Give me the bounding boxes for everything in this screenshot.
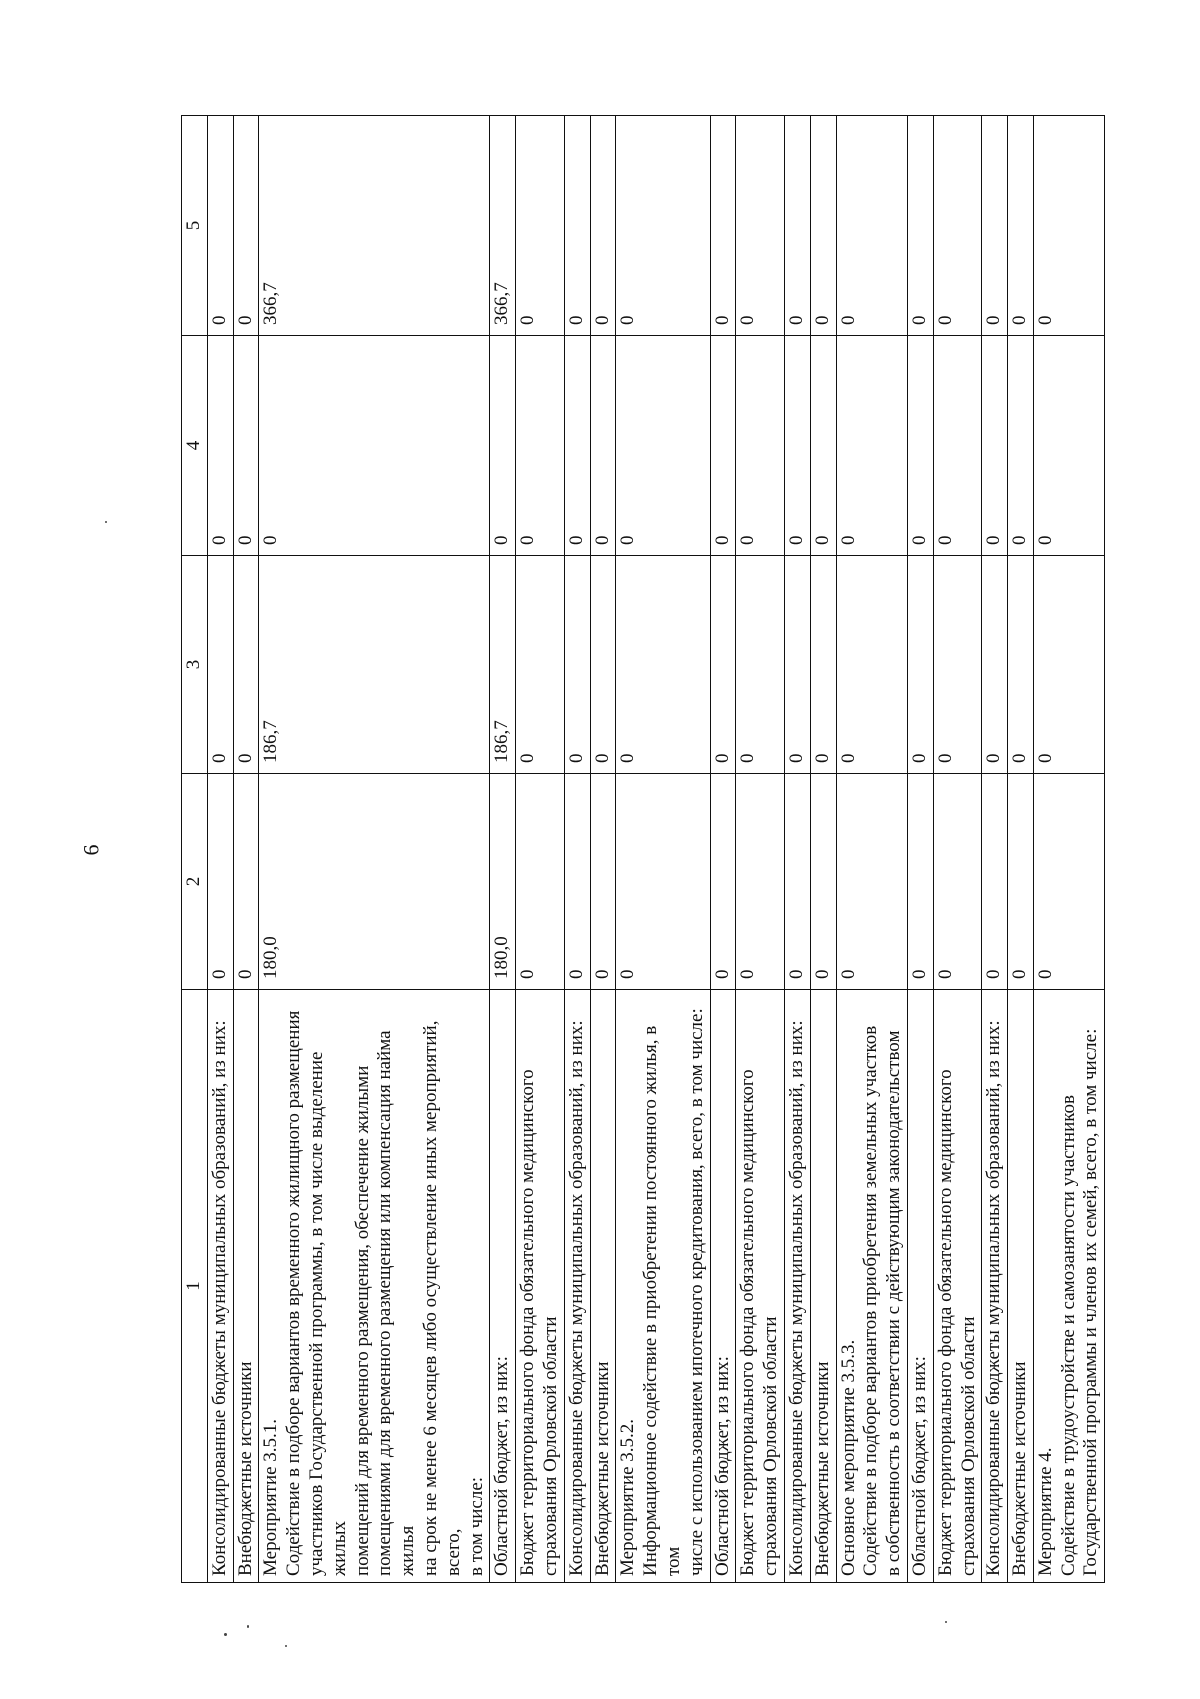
value-cell: 180,0 [490,774,516,990]
row-label-line: Внебюджетные источники [1009,1361,1031,1576]
value-cell: 0 [1008,116,1034,336]
row-label-line: Внебюджетные источники [811,1361,833,1576]
row-label-line: участников Государственной программы, в том числе выделение жилых [305,1051,350,1576]
value-cell: 0 [836,336,907,556]
value-cell: 366,7 [490,116,516,336]
row-label-cell [564,990,590,1583]
value-cell: 0 [933,556,982,774]
table-row [259,116,490,1583]
row-label-line: числе с использованием ипотечного кредитования, всего, в том числе: [685,1008,707,1576]
row-label-line: Государственной программы и членов их семей, всего, в том числе: [1080,1028,1102,1576]
value-cell: 0 [982,116,1008,336]
row-label-cell [490,990,516,1583]
value-cell: 0 [207,556,233,774]
value-cell: 0 [1033,556,1104,774]
value-cell: 0 [982,556,1008,774]
row-label-cell [836,990,907,1583]
value-cell: 0 [1033,116,1104,336]
table-row [710,116,736,1583]
value-cell: 0 [810,116,836,336]
table-body [182,116,1105,1583]
value-cell: 0 [616,774,710,990]
value-cell: 0 [516,774,565,990]
row-label-line: в собственность в соответствии с действующим законодательством [883,1030,905,1576]
value-cell: 0 [207,336,233,556]
row-label-cell [982,990,1008,1583]
scan-speck [945,1621,947,1623]
row-label-cell [1033,990,1104,1583]
value-cell: 0 [233,336,259,556]
value-cell: 0 [1033,336,1104,556]
row-label-line: страхования Орловской области [957,1316,979,1576]
row-label-cell [590,990,616,1583]
row-label-line: Содействие в трудоустройстве и самозанятости участников [1057,1095,1079,1576]
row-label-cell [784,990,810,1583]
value-cell: 0 [516,556,565,774]
value-cell: 0 [1008,556,1034,774]
value-cell: 0 [736,116,785,336]
table-row [233,116,259,1583]
value-cell: 0 [616,116,710,336]
row-label-cell [810,990,836,1583]
row-label-line: страхования Орловской области [760,1316,782,1576]
value-cell: 0 [710,116,736,336]
value-cell: 0 [836,774,907,990]
table-row [1008,116,1034,1583]
value-cell: 0 [590,774,616,990]
value-cell: 0 [207,774,233,990]
value-cell: 0 [590,336,616,556]
value-cell: 0 [1033,774,1104,990]
value-cell: 0 [836,116,907,336]
value-cell: 0 [1008,336,1034,556]
table-row [590,116,616,1583]
value-cell: 0 [736,774,785,990]
row-label-cell [933,990,982,1583]
row-label-line: Содействие в подборе вариантов приобретения земельных участков [860,1025,882,1576]
value-cell: 0 [710,556,736,774]
header-cell: 3 [182,556,208,774]
row-label-line: Областной бюджет, из них: [711,1356,733,1576]
header-row [182,116,208,1583]
value-cell: 0 [516,116,565,336]
value-cell: 186,7 [490,556,516,774]
row-label-line: помещений для временного размещения, обеспечение жилыми [351,1065,373,1576]
budget-table [181,115,1105,1583]
value-cell: 0 [907,116,933,336]
value-cell: 0 [564,774,590,990]
row-label-line: Областной бюджет, из них: [491,1356,513,1576]
header-cell: 2 [182,774,208,990]
table-row [564,116,590,1583]
row-label-cell [207,990,233,1583]
value-cell: 0 [784,116,810,336]
table-row [616,116,710,1583]
value-cell: 0 [933,336,982,556]
row-label-cell [710,990,736,1583]
table-row [982,116,1008,1583]
value-cell: 0 [810,774,836,990]
value-cell: 0 [616,336,710,556]
row-label-cell [259,990,490,1583]
value-cell: 0 [259,336,490,556]
row-label-cell [907,990,933,1583]
table-row [933,116,982,1583]
value-cell: 0 [933,116,982,336]
table-row [1033,116,1104,1583]
value-cell: 0 [516,336,565,556]
table-row [736,116,785,1583]
row-label-line: Содействие в подборе вариантов временного жилищного размещения [283,1010,305,1576]
row-label-line: Консолидированные бюджеты муниципальных образований, из них: [208,1020,230,1576]
row-label-cell [233,990,259,1583]
value-cell: 0 [836,556,907,774]
value-cell: 0 [710,336,736,556]
value-cell: 0 [564,116,590,336]
row-label-line: Областной бюджет, из них: [908,1356,930,1576]
row-label-line: Информационное содействие в приобретении постоянного жилья, в том [640,1025,684,1576]
value-cell: 0 [907,336,933,556]
row-label-line: Бюджет территориального фонда обязательного медицинского [737,1069,759,1576]
row-label-line: Мероприятие 3.5.1. [260,1418,282,1576]
value-cell: 0 [907,556,933,774]
value-cell: 0 [710,774,736,990]
row-label-line: Консолидированные бюджеты муниципальных образований, из них: [983,1020,1005,1576]
value-cell: 0 [590,556,616,774]
row-label-line: Мероприятие 3.5.2. [617,1418,639,1576]
table-row [490,116,516,1583]
value-cell: 0 [784,774,810,990]
row-label-line: Консолидированные бюджеты муниципальных образований, из них: [785,1020,807,1576]
table-row [207,116,233,1583]
value-cell: 0 [233,774,259,990]
value-cell: 0 [982,336,1008,556]
header-cell: 4 [182,336,208,556]
value-cell: 186,7 [259,556,490,774]
table-row [810,116,836,1583]
row-label-line: в том числе: [465,1476,487,1576]
value-cell: 0 [233,116,259,336]
value-cell: 0 [810,556,836,774]
row-label-line: Внебюджетные источники [234,1361,256,1576]
value-cell: 0 [590,116,616,336]
value-cell: 0 [1008,774,1034,990]
row-label-line: Основное мероприятие 3.5.3. [837,1339,859,1576]
row-label-cell [616,990,710,1583]
table-row [907,116,933,1583]
value-cell: 0 [616,556,710,774]
value-cell: 0 [233,556,259,774]
value-cell: 0 [736,556,785,774]
row-label-cell [1008,990,1034,1583]
value-cell: 0 [933,774,982,990]
table-row [836,116,907,1583]
scan-speck [224,1633,227,1636]
row-label-line: Консолидированные бюджеты муниципальных образований, из них: [565,1020,587,1576]
row-label-cell [736,990,785,1583]
table-row [784,116,810,1583]
value-cell: 366,7 [259,116,490,336]
value-cell: 0 [490,336,516,556]
value-cell: 0 [207,116,233,336]
scan-speck [247,1625,249,1628]
value-cell: 180,0 [259,774,490,990]
header-cell: 1 [182,990,208,1583]
value-cell: 0 [736,336,785,556]
row-label-line: страхования Орловской области [539,1316,561,1576]
value-cell: 0 [784,556,810,774]
value-cell: 0 [907,774,933,990]
row-label-line: Мероприятие 4. [1034,1447,1056,1576]
value-cell: 0 [784,336,810,556]
scan-speck [285,1645,287,1647]
page-number: 6 [78,844,104,856]
value-cell: 0 [564,556,590,774]
value-cell: 0 [810,336,836,556]
row-label-line: Внебюджетные источники [591,1361,613,1576]
row-label-line: Бюджет территориального фонда обязательного медицинского [517,1069,539,1576]
rotated-table-wrapper [181,116,1102,1583]
row-label-cell [516,990,565,1583]
table-row [516,116,565,1583]
scan-speck [105,521,107,523]
row-label-line: помещениями для временного размещения или компенсация найма жилья [374,1030,419,1576]
row-label-line: на срок не менее 6 месяцев либо осуществление иных мероприятий, всего, [419,1020,464,1576]
value-cell: 0 [564,336,590,556]
header-cell: 5 [182,116,208,336]
value-cell: 0 [982,774,1008,990]
row-label-line: Бюджет территориального фонда обязательного медицинского [934,1069,956,1576]
